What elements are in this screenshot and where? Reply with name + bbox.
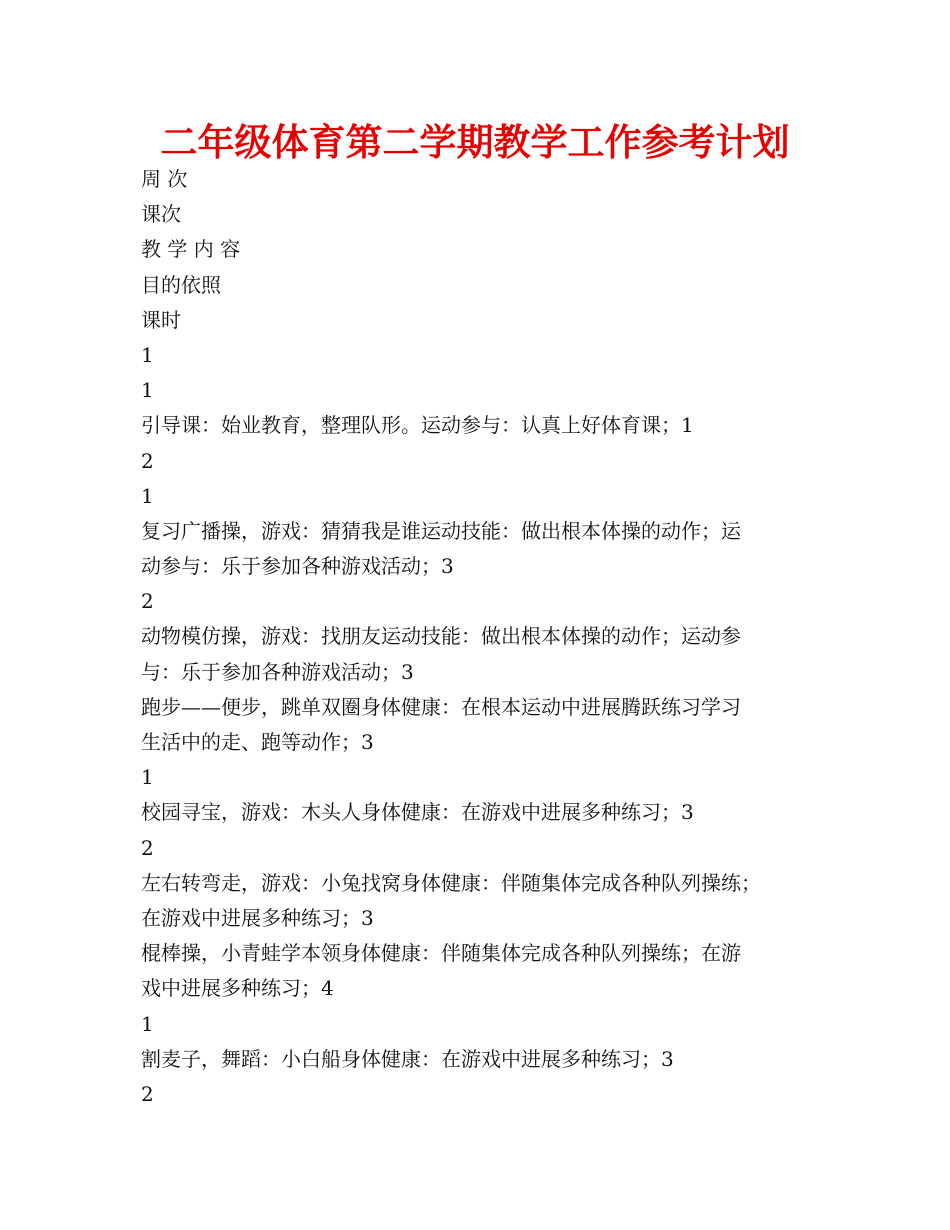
text-line: 2 [141, 1081, 154, 1106]
document-title: 二年级体育第二学期教学工作参考计划 [160, 121, 790, 164]
text-line: 1 [141, 483, 154, 508]
text-line: 1 [141, 378, 154, 403]
text-line: 教 学 内 容 [141, 237, 241, 262]
text-line: 校园寻宝，游戏：木头人身体健康：在游戏中进展多种练习；3 [141, 800, 694, 825]
text-line: 引导课：始业教育，整理队形。运动参与：认真上好体育课；1 [141, 413, 694, 438]
text-line: 复习广播操，游戏：猜猜我是谁运动技能：做出根本体操的动作；运 [141, 518, 741, 543]
text-line: 割麦子，舞蹈：小白船身体健康：在游戏中进展多种练习；3 [141, 1046, 674, 1071]
text-line: 1 [141, 765, 154, 790]
text-line: 左右转弯走，游戏：小兔找窝身体健康：伴随集体完成各种队列操练； [141, 870, 761, 895]
text-line: 与：乐于参加各种游戏活动；3 [141, 659, 414, 684]
text-line: 1 [141, 1011, 154, 1036]
text-line: 动物模仿操，游戏：找朋友运动技能：做出根本体操的动作；运动参 [141, 624, 741, 649]
text-line: 动参与：乐于参加各种游戏活动；3 [141, 554, 454, 579]
text-line: 棍棒操，小青蛙学本领身体健康：伴随集体完成各种队列操练；在游 [141, 941, 741, 966]
document-body [141, 162, 821, 1112]
text-line: 戏中进展多种练习；4 [141, 976, 334, 1001]
text-line: 生活中的走、跑等动作；3 [141, 730, 374, 754]
text-line: 1 [141, 342, 154, 367]
text-line: 课次 [141, 202, 181, 227]
text-line: 2 [141, 448, 154, 473]
text-line: 2 [141, 589, 154, 614]
text-line: 2 [141, 835, 154, 860]
text-line: 跑步——便步，跳单双圈身体健康：在根本运动中进展腾跃练习学习 [141, 694, 741, 719]
text-line: 在游戏中进展多种练习；3 [141, 905, 374, 930]
text-line: 周 次 [141, 167, 188, 191]
text-line: 目的依照 [141, 272, 221, 297]
text-line: 课时 [141, 307, 181, 332]
